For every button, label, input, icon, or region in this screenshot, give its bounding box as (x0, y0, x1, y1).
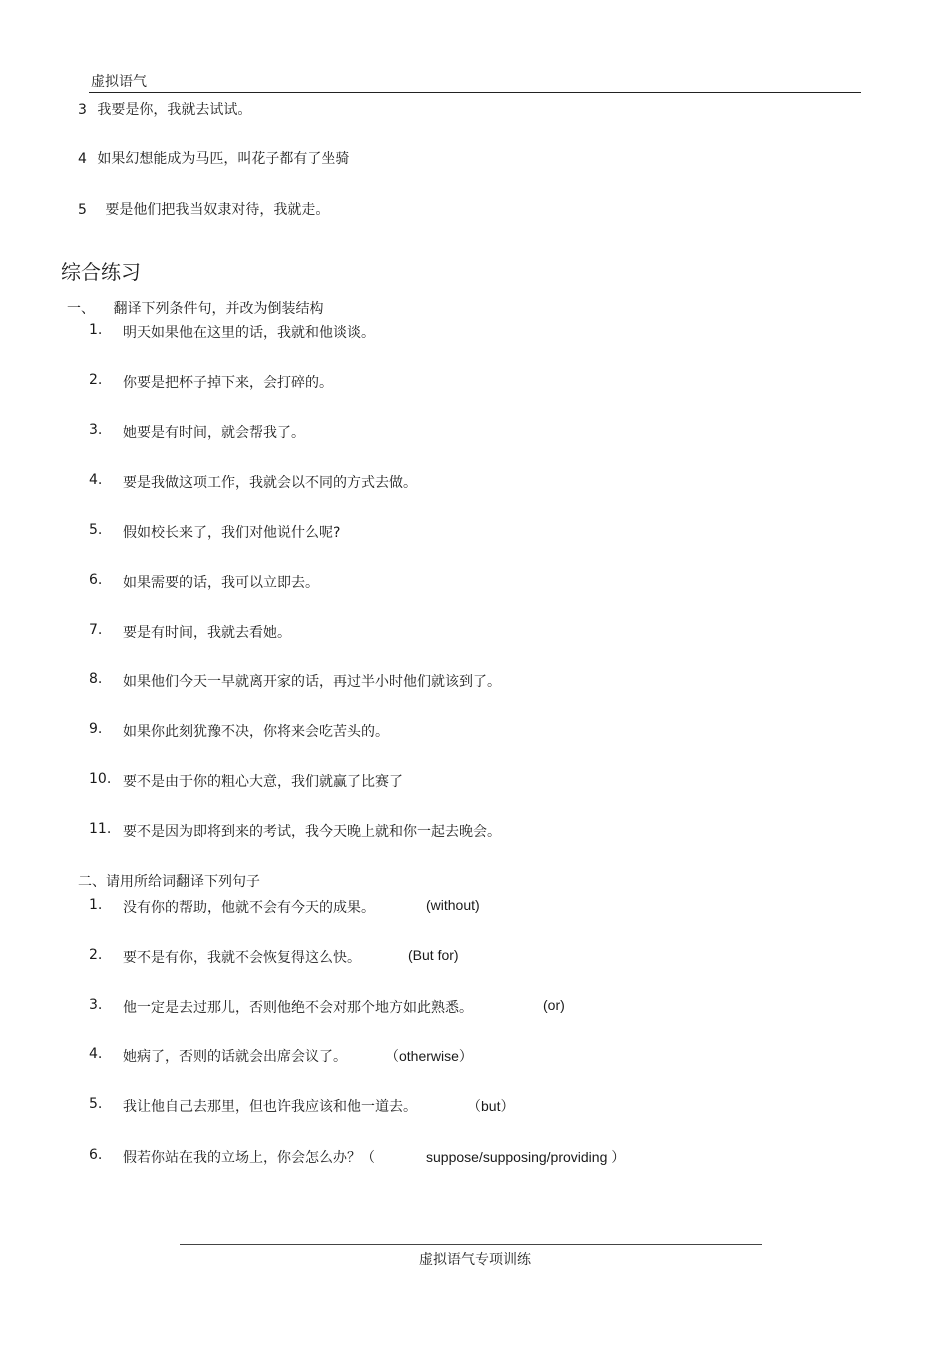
list-item (89, 472, 789, 492)
section-title: 综合练习 (61, 260, 141, 284)
item-hint: (or) (543, 997, 565, 1013)
item-text: 要是我做这项工作，我就会以不同的方式去做。 (123, 475, 417, 491)
list-item (89, 522, 789, 542)
list-item (89, 422, 789, 442)
item-number: 11. (89, 821, 112, 837)
page-footer-title: 虚拟语气专项训练 (419, 1252, 531, 1268)
list-item (89, 372, 789, 392)
item-text: 假若你站在我的立场上，你会怎么办？（ (123, 1150, 375, 1166)
item-text: 我要是你，我就去试试。 (97, 102, 252, 118)
page-header-title: 虚拟语气 (91, 74, 147, 90)
item-hint: suppose/supposing/providing ） (426, 1149, 626, 1165)
item-hint: (But for) (408, 947, 459, 963)
item-text: 如果幻想能成为马匹，叫花子都有了坐骑 (97, 151, 350, 167)
list-item (78, 99, 251, 119)
item-number: 5. (89, 1096, 103, 1112)
list-item (89, 721, 789, 741)
item-number: 3. (89, 997, 103, 1013)
part2-title: 二、请用所给词翻译下列句子 (78, 874, 260, 890)
item-number: 5 (78, 202, 87, 218)
item-text: 要不是有你，我就不会恢复得这么快。 (123, 950, 361, 966)
item-number: 7. (89, 622, 103, 638)
item-hint: (without) (426, 897, 480, 913)
header-divider (89, 92, 861, 93)
item-text: 明天如果他在这里的话，我就和他谈谈。 (123, 325, 375, 341)
list-item (89, 821, 789, 841)
part1-title: 翻译下列条件句，并改为倒装结构 (113, 301, 324, 317)
item-number: 2. (89, 372, 103, 388)
list-item (89, 322, 789, 342)
list-item (78, 148, 349, 168)
item-number: 4. (89, 472, 103, 488)
footer-divider (180, 1244, 762, 1245)
item-text: 如果需要的话，我可以立即去。 (123, 575, 319, 591)
list-item (89, 1096, 849, 1116)
item-text: 她要是有时间，就会帮我了。 (123, 425, 305, 441)
item-number: 4 (78, 151, 87, 167)
list-item (89, 572, 789, 592)
item-number: 2. (89, 947, 103, 963)
part1-heading (67, 298, 323, 318)
list-item (89, 771, 789, 791)
item-number: 3 (78, 102, 87, 118)
item-text: 要不是由于你的粗心大意，我们就赢了比赛了 (123, 774, 403, 790)
item-text: 要是有时间，我就去看她。 (123, 625, 291, 641)
item-text: 要不是因为即将到来的考试，我今天晚上就和你一起去晚会。 (123, 824, 501, 840)
item-number: 9. (89, 721, 103, 737)
list-item (89, 897, 849, 917)
item-text: 如果他们今天一早就离开家的话，再过半小时他们就该到了。 (123, 674, 501, 690)
item-text: 要是他们把我当奴隶对待，我就走。 (105, 202, 330, 218)
list-item (89, 622, 789, 642)
item-text: 你要是把杯子掉下来，会打碎的。 (123, 375, 333, 391)
list-item (89, 1046, 849, 1066)
list-item (78, 199, 329, 219)
item-text: 如果你此刻犹豫不决，你将来会吃苦头的。 (123, 724, 389, 740)
item-number: 6. (89, 572, 103, 588)
list-item (89, 671, 789, 691)
item-number: 3. (89, 422, 103, 438)
item-text: 我让他自己去那里，但也许我应该和他一道去。 (123, 1099, 417, 1115)
item-hint: （but） (467, 1098, 515, 1114)
item-number: 1. (89, 897, 103, 913)
item-text: 假如校长来了，我们对他说什么呢? (123, 525, 341, 541)
item-text: 她病了，否则的话就会出席会议了。 (123, 1049, 347, 1065)
item-hint: （otherwise） (385, 1048, 473, 1064)
list-item (89, 947, 849, 967)
item-number: 8. (89, 671, 103, 687)
item-number: 4. (89, 1046, 103, 1062)
item-text: 没有你的帮助，他就不会有今天的成果。 (123, 900, 375, 916)
part1-label: 一、 (67, 301, 95, 317)
item-number: 6. (89, 1147, 103, 1163)
list-item (89, 997, 849, 1017)
list-item (89, 1147, 849, 1167)
item-number: 1. (89, 322, 103, 338)
item-number: 5. (89, 522, 103, 538)
item-number: 10. (89, 771, 112, 787)
item-text: 他一定是去过那儿，否则他绝不会对那个地方如此熟悉。 (123, 1000, 473, 1016)
